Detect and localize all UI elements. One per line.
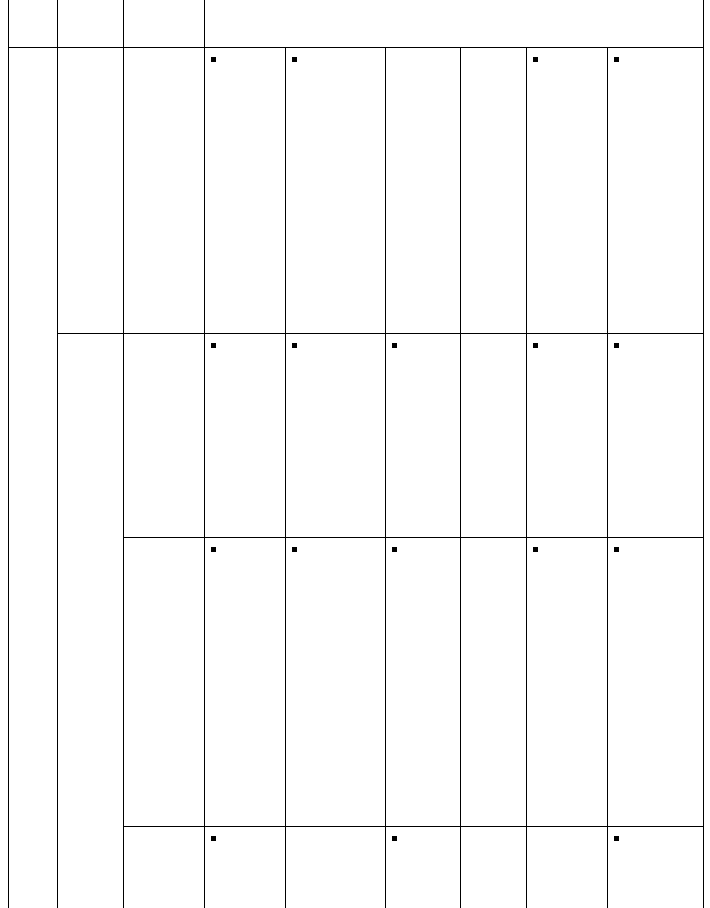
table-border-left [8, 0, 9, 908]
row-divider [123, 537, 704, 538]
column-divider [57, 0, 58, 908]
row-divider [123, 826, 704, 827]
column-divider [385, 47, 386, 908]
column-divider [285, 47, 286, 908]
column-divider [607, 47, 608, 908]
column-divider [460, 47, 461, 908]
column-divider [204, 0, 205, 908]
row-divider [8, 47, 704, 48]
table-border-right [703, 0, 704, 908]
column-divider [123, 0, 124, 908]
column-divider [526, 47, 527, 908]
